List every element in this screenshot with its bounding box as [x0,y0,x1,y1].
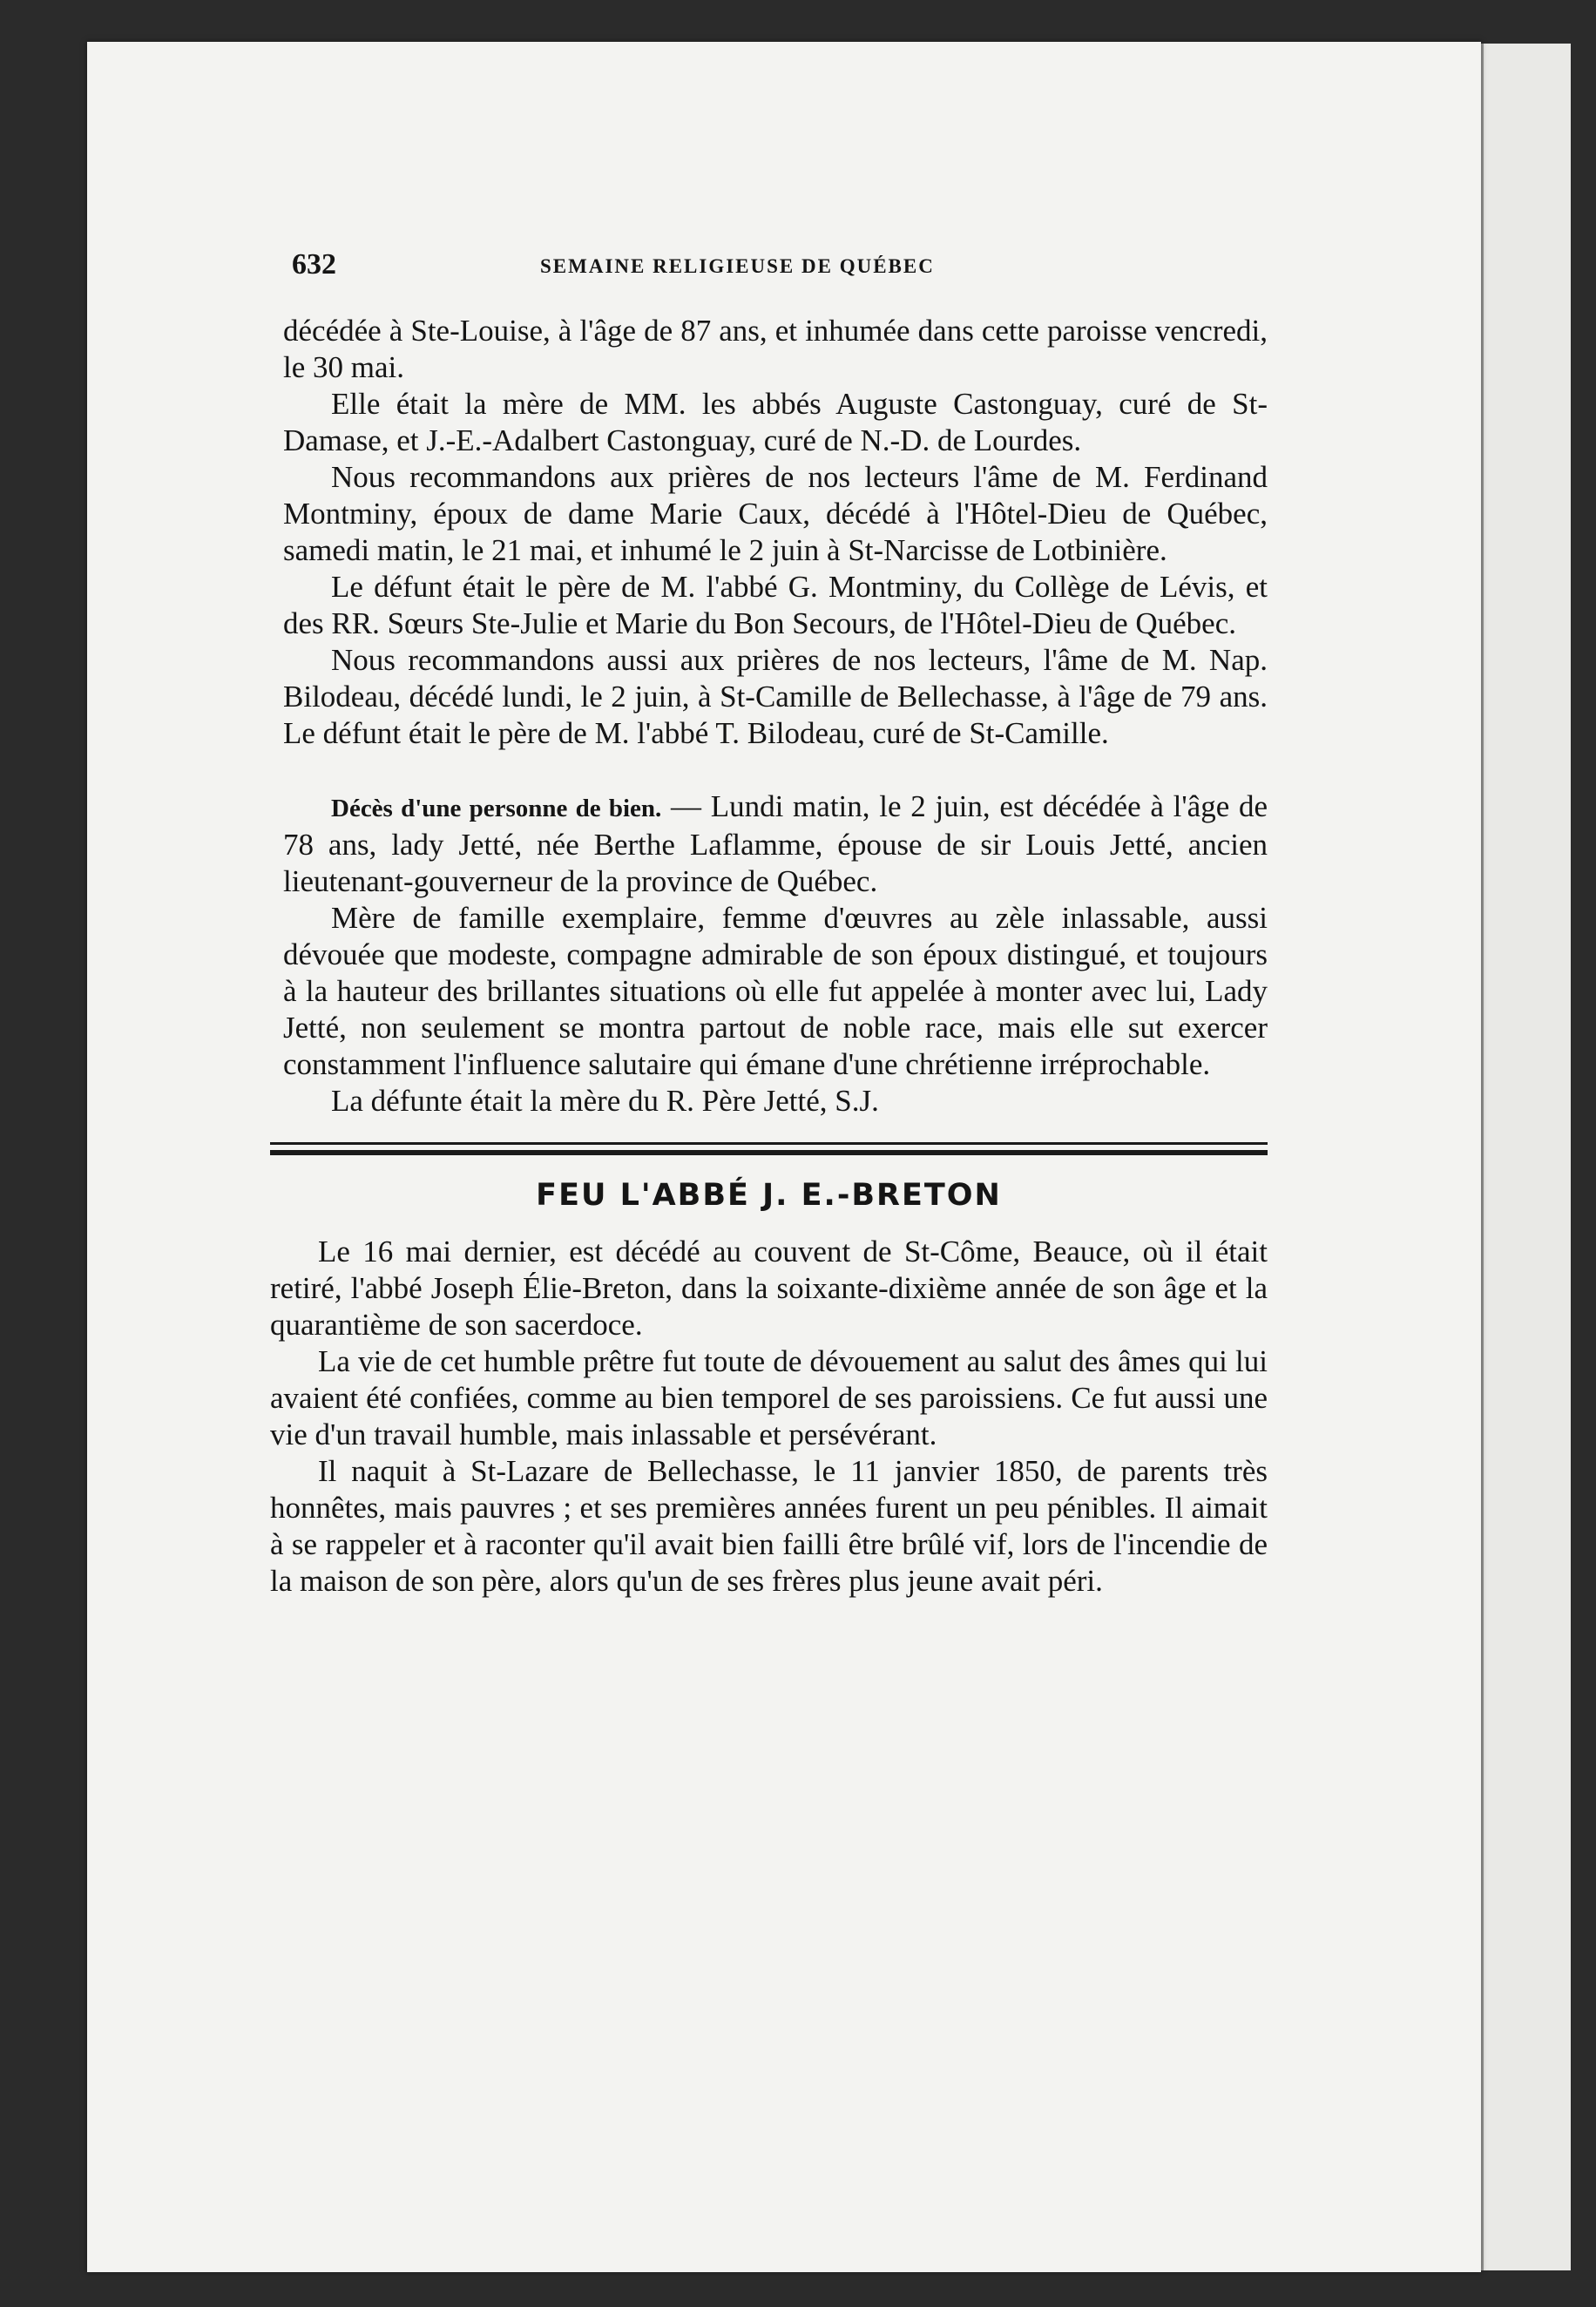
breton-heading: FEU L'ABBÉ J. E.-BRETON [536,1178,1002,1213]
deces-first-text: — Lundi matin, le 2 juin, est décédée à l'âge de 78 ans, lady Jetté, née Berthe Laflamme, épouse de sir Louis Jetté, ancien lieutenant-gouverneur de la province de Québec. [283,789,1268,898]
obituary-paragraph: décédée à Ste-Louise, à l'âge de 87 ans, et inhumée dans cette paroisse vencredi, le 30 mai. [283,314,1268,384]
running-head [187,248,1268,301]
deces-lead-in: Décès d'une personne de bien. [331,795,662,822]
divider-thick-rule [270,1150,1268,1155]
obituary-paragraph: Nous recommandons aussi aux prières de nos lecteurs, l'âme de M. Nap. Bilodeau, décédé lundi, le 2 juin, à St-Camille de Bellechasse, à l'âge de 79 ans. Le défunt était le père de M. l'abbé T. Bilodeau, curé de St-Camille. [283,643,1268,750]
page-number: 632 [292,248,336,281]
running-title: SEMAINE RELIGIEUSE DE QUÉBEC [540,255,935,277]
breton-paragraph: Il naquit à St-Lazare de Bellechasse, le 11 janvier 1850, de parents très honnêtes, mais pauvres ; et ses premières années furent un peu pénibles. Il aimait à se rappeler et à raconter qu'il avait bien failli être brûlé vif, lors de l'incendie de la maison de son père, alors qu'un de ses frères plus jeune avait péri. [270,1454,1268,1598]
obituary-paragraph: Le défunt était le père de M. l'abbé G. Montminy, du Collège de Lévis, et des RR. Sœurs Ste-Julie et Marie du Bon Secours, de l'Hôtel-Dieu de Québec. [283,570,1268,640]
deces-paragraph: La défunte était la mère du R. Père Jetté, S.J. [331,1084,879,1118]
deces-first-paragraph [187,788,1268,900]
divider-thin-rule [270,1142,1268,1145]
deces-paragraph: Mère de famille exemplaire, femme d'œuvres au zèle inlassable, aussi dévouée que modeste, compagne admirable de son époux distingué, et toujours à la hauteur des brillantes situations où elle fut appelée à monter avec lui, Lady Jetté, non seulement se montra partout de noble race, mais elle sut exercer constamment l'influence salutaire qui émane d'une chrétienne irréprochable. [283,901,1268,1081]
obituary-paragraph: Elle était la mère de MM. les abbés Auguste Castonguay, curé de St-Damase, et J.-E.-Adalbert Castonguay, curé de N.-D. de Lourdes. [283,387,1268,457]
deces-section [187,788,1268,1120]
obituaries-section [187,313,1268,752]
page-content [187,248,1268,1600]
breton-paragraph: La vie de cet humble prêtre fut toute de dévouement au salut des âmes qui lui avaient été confiées, comme au bien temporel de ses paroissiens. Ce fut aussi une vie d'un travail humble, mais inlassable et persévérant. [270,1344,1268,1451]
section-divider [270,1142,1268,1155]
breton-section [187,1234,1268,1600]
obituary-paragraph: Nous recommandons aux prières de nos lecteurs l'âme de M. Ferdinand Montminy, époux de dame Marie Caux, décédé à l'Hôtel-Dieu de Québec, samedi matin, le 21 mai, et inhumé le 2 juin à St-Narcisse de Lotbinière. [283,460,1268,567]
breton-paragraph: Le 16 mai dernier, est décédé au couvent de St-Côme, Beauce, où il était retiré, l'abbé Joseph Élie-Breton, dans la soixante-dixième année de son âge et la quarantième de son sacerdoce. [270,1235,1268,1342]
facing-page-edge [1481,44,1571,2270]
